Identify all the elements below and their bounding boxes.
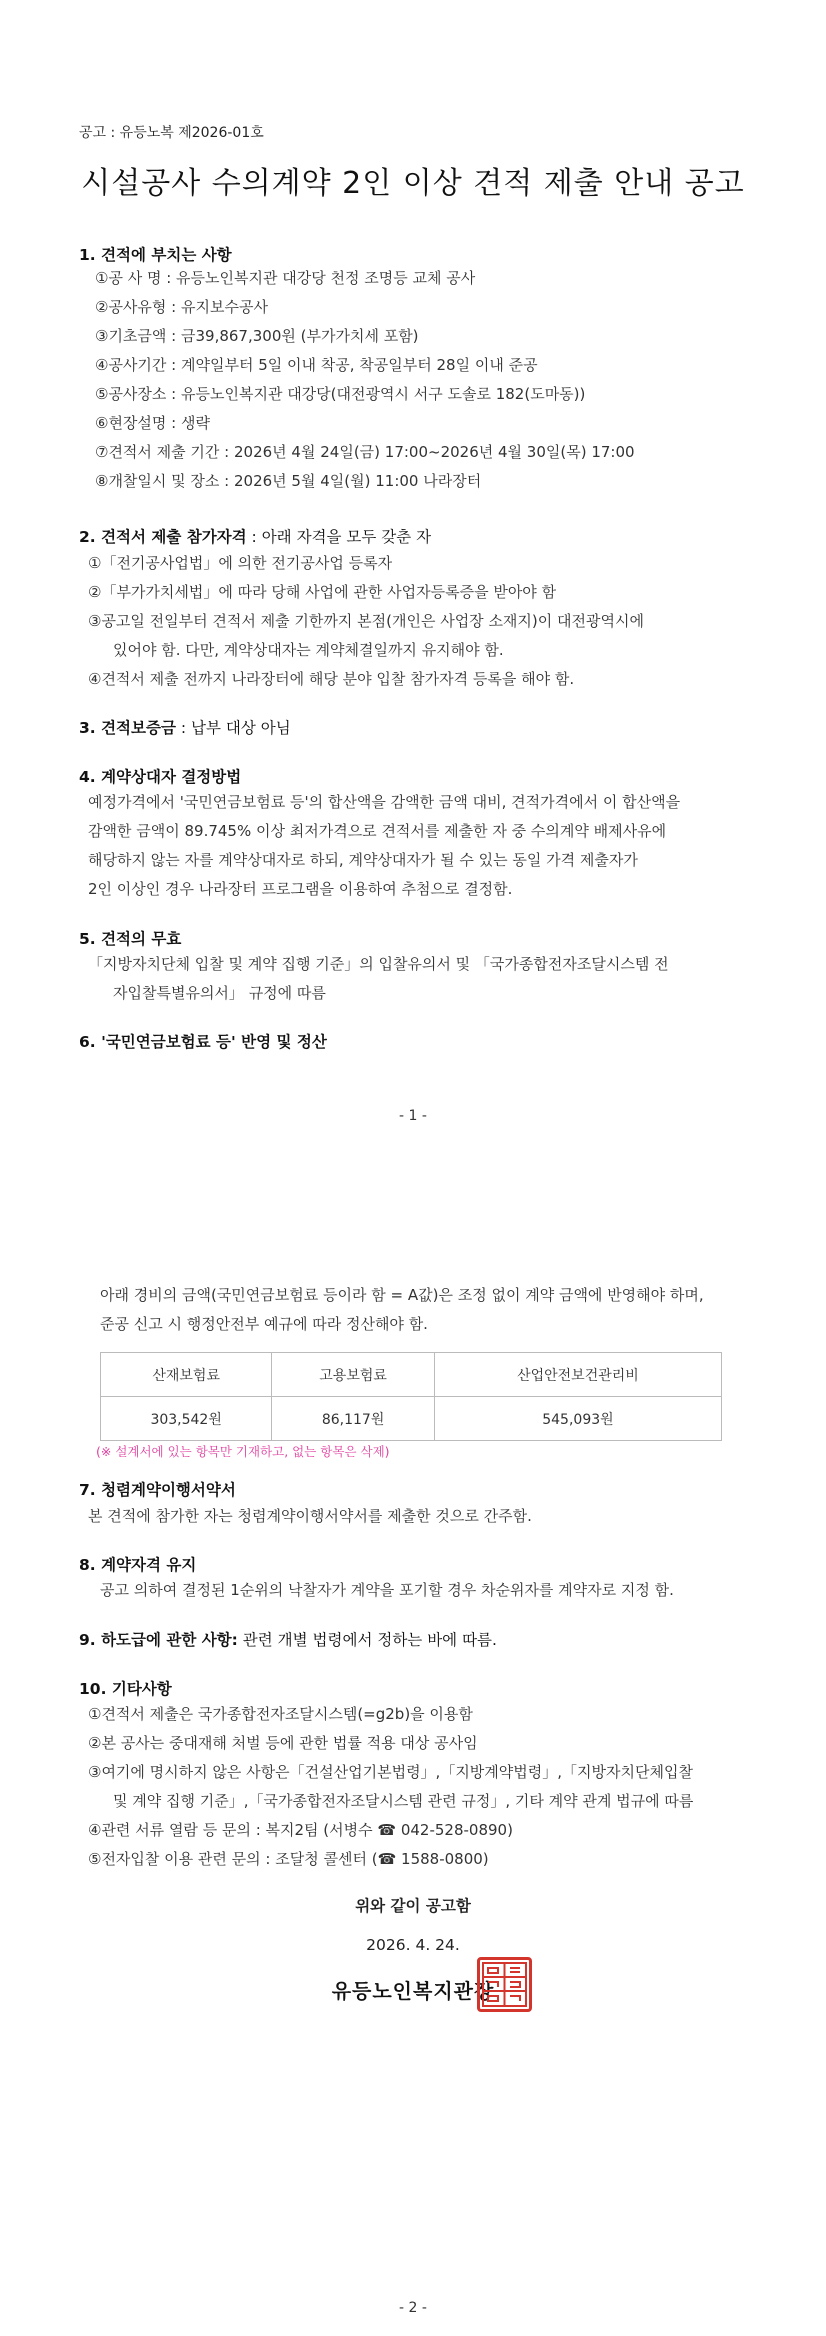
- section-8-heading: 8. 계약자격 유지: [79, 1556, 197, 1574]
- notice-number: 공고 : 유등노복 제2026-01호: [79, 125, 264, 141]
- table-header-row: [101, 1353, 722, 1397]
- s5-line-1: 「지방자치단체 입찰 및 계약 집행 기준」의 입찰유의서 및 「국가종합전자조달시스템 전: [88, 955, 669, 973]
- s1-item-2: ②공사유형 : 유지보수공사: [95, 298, 268, 316]
- s4-line-3: 해당하지 않는 자를 계약상대자로 하되, 계약상대자가 될 수 있는 동일 가격 제출자가: [88, 851, 638, 869]
- s2-item-2: ②「부가가치세법」에 따라 당해 사업에 관한 사업자등록증을 받아야 함: [88, 583, 557, 601]
- s10-item-1: ①견적서 제출은 국가종합전자조달시스템(=g2b)을 이용함: [88, 1705, 473, 1723]
- s1-item-8: ⑧개찰일시 및 장소 : 2026년 5월 4일(월) 11:00 나라장터: [95, 472, 482, 490]
- table-note: (※ 설계서에 있는 항목만 기재하고, 없는 항목은 삭제): [96, 1444, 390, 1459]
- closing-statement: 위와 같이 공고함: [355, 1897, 471, 1915]
- s2-item-1: ①「전기공사업법」에 의한 전기공사업 등록자: [88, 554, 393, 572]
- s2-item-3-cont: 있어야 함. 다만, 계약상대자는 계약체결일까지 유지해야 함.: [113, 641, 504, 659]
- section-2-title: 2. 견적서 제출 참가자격: [79, 528, 247, 546]
- s6-line-2: 준공 신고 시 행정안전부 예규에 따라 정산해야 함.: [100, 1315, 428, 1333]
- section-9-heading: [79, 1628, 497, 1650]
- s10-item-5: ⑤전자입찰 이용 관련 문의 : 조달청 콜센터 (☎ 1588-0800): [88, 1850, 489, 1868]
- section-9-subtitle: 관련 개별 법령에서 정하는 바에 따름.: [237, 1631, 497, 1649]
- s1-item-3: ③기초금액 : 금39,867,300원 (부가가치세 포함): [95, 327, 419, 345]
- s4-line-4: 2인 이상인 경우 나라장터 프로그램을 이용하여 추첨으로 결정함.: [88, 880, 513, 898]
- table-cell: 86,117원: [272, 1397, 435, 1441]
- s2-item-4: ④견적서 제출 전까지 나라장터에 해당 분야 입찰 참가자격 등록을 해야 함.: [88, 670, 575, 688]
- document-title: 시설공사 수의계약 2인 이상 견적 제출 안내 공고: [81, 166, 745, 201]
- table-row: [101, 1397, 722, 1441]
- organization-name: 유등노인복지관장: [331, 1979, 495, 2003]
- notice-date: 2026. 4. 24.: [366, 1936, 460, 1954]
- page-number-2: - 2 -: [399, 2300, 427, 2316]
- s8-line: 공고 의하여 결정된 1순위의 낙찰자가 계약을 포기할 경우 차순위자를 계약자로 지정 함.: [100, 1581, 674, 1599]
- section-10-heading: 10. 기타사항: [79, 1680, 172, 1698]
- s5-line-2: 자입찰특별유의서」 규정에 따름: [113, 984, 326, 1002]
- s7-line: 본 견적에 참가한 자는 청렴계약이행서약서를 제출한 것으로 간주함.: [88, 1507, 532, 1525]
- section-9-title: 9. 하도급에 관한 사항:: [79, 1631, 238, 1649]
- s1-item-1: ①공 사 명 : 유등노인복지관 대강당 천정 조명등 교체 공사: [95, 269, 476, 287]
- section-6-heading: 6. '국민연금보험료 등' 반영 및 정산: [79, 1033, 327, 1051]
- section-3-title: 3. 견적보증금: [79, 719, 176, 737]
- section-5-heading: 5. 견적의 무효: [79, 930, 182, 948]
- section-3-subtitle: : 납부 대상 아님: [175, 719, 291, 737]
- s6-line-1: 아래 경비의 금액(국민연금보험료 등이라 함 = A값)은 조정 없이 계약 금액에 반영해야 하며,: [100, 1286, 704, 1304]
- section-1-heading: 1. 견적에 부치는 사항: [79, 246, 232, 264]
- s10-item-2: ②본 공사는 중대재해 처벌 등에 관한 법률 적용 대상 공사임: [88, 1734, 478, 1752]
- official-seal-stamp: [477, 1957, 532, 2012]
- page-number-1: - 1 -: [399, 1108, 427, 1124]
- table-cell: 545,093원: [434, 1397, 721, 1441]
- section-4-heading: 4. 계약상대자 결정방법: [79, 768, 242, 786]
- section-2-heading: [79, 525, 431, 547]
- seal-pattern-icon: [480, 1960, 529, 2009]
- s4-line-2: 감액한 금액이 89.745% 이상 최저가격으로 견적서를 제출한 자 중 수의계약 배제사유에: [88, 822, 667, 840]
- s2-item-3: ③공고일 전일부터 견적서 제출 기한까지 본점(개인은 사업장 소재지)이 대전광역시에: [88, 612, 644, 630]
- s10-item-3: ③여기에 명시하지 않은 사항은「건설산업기본법령」,「지방계약법령」,「지방자치단체입찰: [88, 1763, 693, 1781]
- section-7-heading: 7. 청렴계약이행서약서: [79, 1481, 236, 1499]
- insurance-fee-table: [100, 1352, 722, 1441]
- s10-item-4: ④관련 서류 열람 등 문의 : 복지2팀 (서병수 ☎ 042-528-0890): [88, 1821, 513, 1839]
- section-2-subtitle: : 아래 자격을 모두 갖춘 자: [246, 528, 432, 546]
- table-header-cell: 고용보험료: [272, 1353, 435, 1397]
- s1-item-5: ⑤공사장소 : 유등노인복지관 대강당(대전광역시 서구 도솔로 182(도마동)): [95, 385, 586, 403]
- s1-item-4: ④공사기간 : 계약일부터 5일 이내 착공, 착공일부터 28일 이내 준공: [95, 356, 538, 374]
- section-3-heading: [79, 716, 291, 738]
- s1-item-7: ⑦견적서 제출 기간 : 2026년 4월 24일(금) 17:00~2026년 4월 30일(목) 17:00: [95, 443, 635, 461]
- s10-item-3-cont: 및 계약 집행 기준」,「국가종합전자조달시스템 관련 규정」, 기타 계약 관계 법규에 따름: [113, 1792, 694, 1810]
- table-header-cell: 산업안전보건관리비: [434, 1353, 721, 1397]
- table-header-cell: 산재보험료: [101, 1353, 272, 1397]
- s1-item-6: ⑥현장설명 : 생략: [95, 414, 210, 432]
- s4-line-1: 예정가격에서 '국민연금보험료 등'의 합산액을 감액한 금액 대비, 견적가격에서 이 합산액을: [88, 793, 681, 811]
- table-cell: 303,542원: [101, 1397, 272, 1441]
